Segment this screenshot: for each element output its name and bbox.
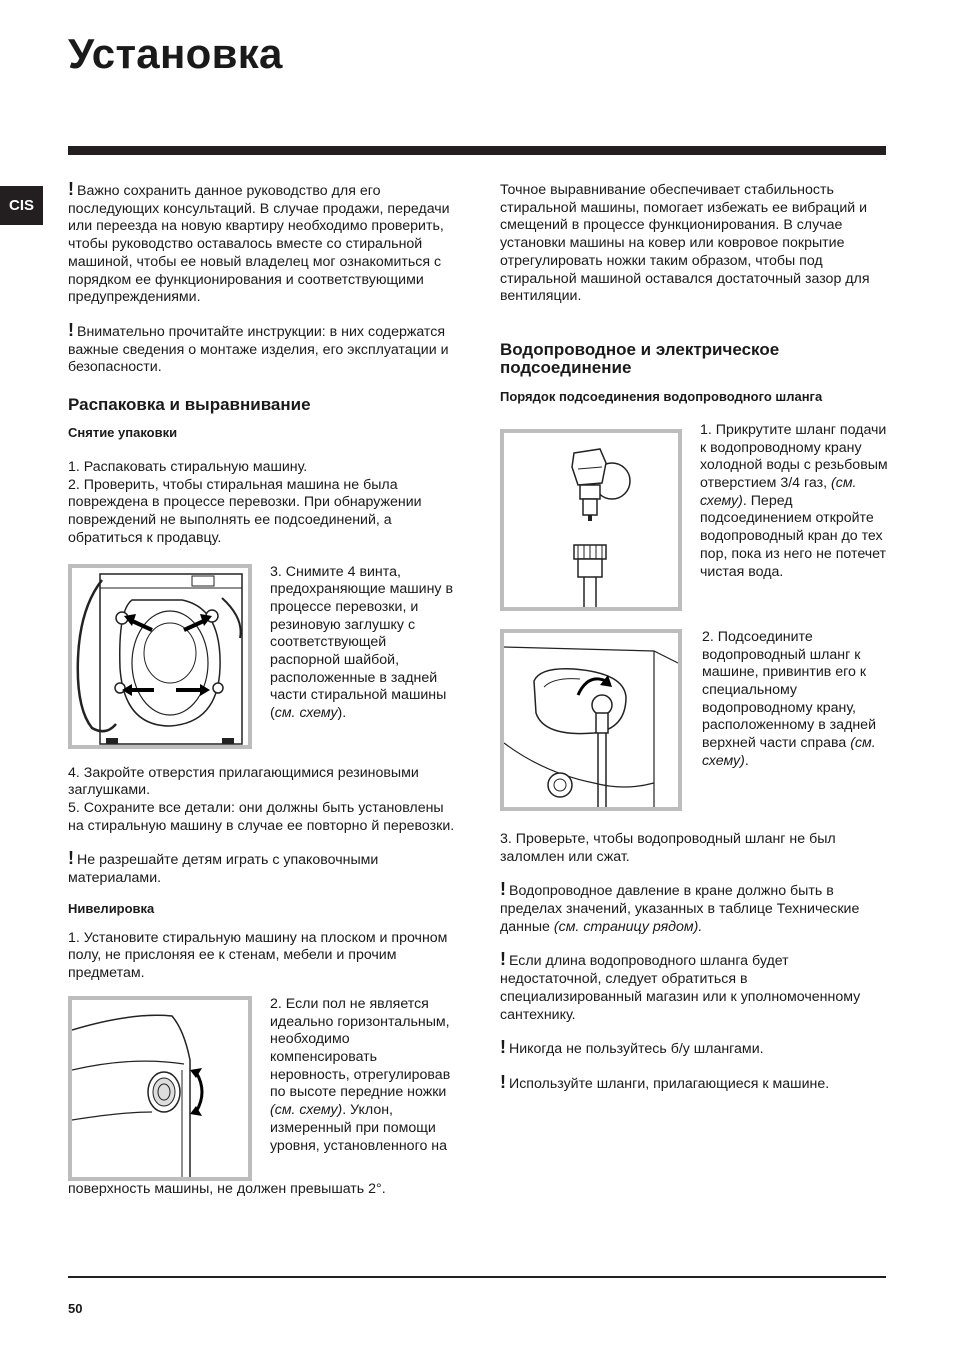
subheading-leveling: Нивелировка [68,900,155,916]
warning-children: ! Не разрешайте детям играть с упаковочными материалами. [68,848,379,887]
hose-step-1: 1. Прикрутите шланг подачи к водопроводному крану холодной воды с резьбовым отверстием 3/4 газ, (см. схему). Перед подсоединением откройте водопроводный кран до тех пор, пока из него не потечет чистая вода. [700,421,888,580]
left-column [68,179,460,1199]
intro-warning-1: ! Важно сохранить данное руководство для его последующих консультаций. В случае продажи, передачи или переезда на новую квартиру необходимо проверить, чтобы руководство оставалось вместе со стиральной машиной, чтобы ее новый владелец мог ознакомиться с порядком ее функционирования и соответствующими предупреждениями. [68,179,450,306]
warning-hose-length: ! Если длина водопроводного шланга будет недостаточной, следует обратиться в специализированный магазин или к уполномоченному сантехнику. [500,949,861,1023]
subheading-remove-packaging: Снятие упаковки [68,425,178,441]
unpack-step-4: 4. Закройте отверстия прилагающимися резиновыми заглушками. [68,764,419,799]
intro-warning-2: ! Внимательно прочитайте инструкции: в них содержатся важные сведения о монтаже изделия, его эксплуатации и безопасности. [68,319,449,376]
unpack-step-5: 5. Сохраните все детали: они должны быть установлены на стиральную машину в случае ее повторно й перевозки. [68,799,455,834]
page-number: 50 [68,1301,83,1316]
hose-figure-row-1 [500,422,888,611]
level-step-1: 1. Установите стиральную машину на плоском и прочном полу, не прислоняя ее к стенам, мебели и прочим предметам. [68,929,448,982]
hose-step-3: 3. Проверьте, чтобы водопроводный шланг не был заломлен или сжат. [500,830,836,865]
warning-used-hoses: ! Никогда не пользуйтесь б/у шлангами. [500,1037,764,1058]
unpack-step-2: 2. Проверить, чтобы стиральная машина не была повреждена в процессе перевозки. При обнаружении повреждений не выполнять ее подсоединений, а обратиться к продавцу. [68,476,422,546]
warning-icon: ! [500,949,506,970]
figure-tap-connection [500,429,682,611]
subheading-hose: Порядок подсоединения водопроводного шланга [500,388,823,404]
warning-icon: ! [500,1037,506,1058]
warning-icon: ! [68,319,74,340]
unpack-step-1: 1. Распаковать стиральную машину. [68,459,308,476]
level-figure-row [68,996,460,1181]
hose-figure-row-2 [500,629,888,811]
heading-connection: Водопроводное и электрическое подсоединение [500,339,780,377]
figure-rear-screws [68,564,252,749]
leveling-paragraph: Точное выравнивание обеспечивает стабильность стиральной машины, помогает избежать ее вибраций и смещений в процессе функционирования. В случае установки машины на ковер или ковровое покрытие отрегулировать ножки таким образом, чтобы под стиральной машиной оставался достаточный зазор для вентиляции. [500,182,870,305]
washer-rear-illustration [72,568,248,745]
tap-hose-illustration [504,433,678,607]
warning-icon: ! [500,1071,506,1092]
warning-icon: ! [500,879,506,900]
level-step-2: 2. Если пол не является идеально горизонтальным, необходимо компенсировать неровность, отрегулировав по высоте передние ножки (см. схему). Уклон, измеренный при помощи уровня, установленного на [270,995,451,1154]
figure-adjustable-foot [68,996,252,1181]
warning-supplied-hoses: ! Используйте шланги, прилагающиеся к машине. [500,1071,830,1092]
warning-icon: ! [68,848,74,869]
page-title: Установка [68,30,283,77]
unpack-figure-row [68,564,460,749]
level-step-2-tail: поверхность машины, не должен превышать 2°. [68,1180,386,1197]
washer-foot-illustration [72,1000,248,1177]
unpack-step-3: 3. Снимите 4 винта, предохраняющие машину в процессе перевозки, и резиновую заглушку с соответствующей распорной шайбой, расположенные в задней части стиральной машины (см. схему). [270,563,453,722]
top-rule [68,146,886,155]
language-tab: CIS [0,186,43,225]
bottom-rule [68,1276,886,1278]
heading-unpacking: Распаковка и выравнивание [68,395,311,415]
warning-pressure: ! Водопроводное давление в кране должно быть в пределах значений, указанных в таблице Технические данные (см. страницу рядом). [500,879,860,935]
right-column [500,182,888,1094]
machine-inlet-illustration [504,633,678,807]
warning-icon: ! [68,179,74,199]
figure-machine-inlet [500,629,682,811]
hose-step-2: 2. Подсоедините водопроводный шланг к машине, привинтив его к специальному водопроводному крану, расположенному в задней верхней части справа (см. схему). [702,628,876,769]
